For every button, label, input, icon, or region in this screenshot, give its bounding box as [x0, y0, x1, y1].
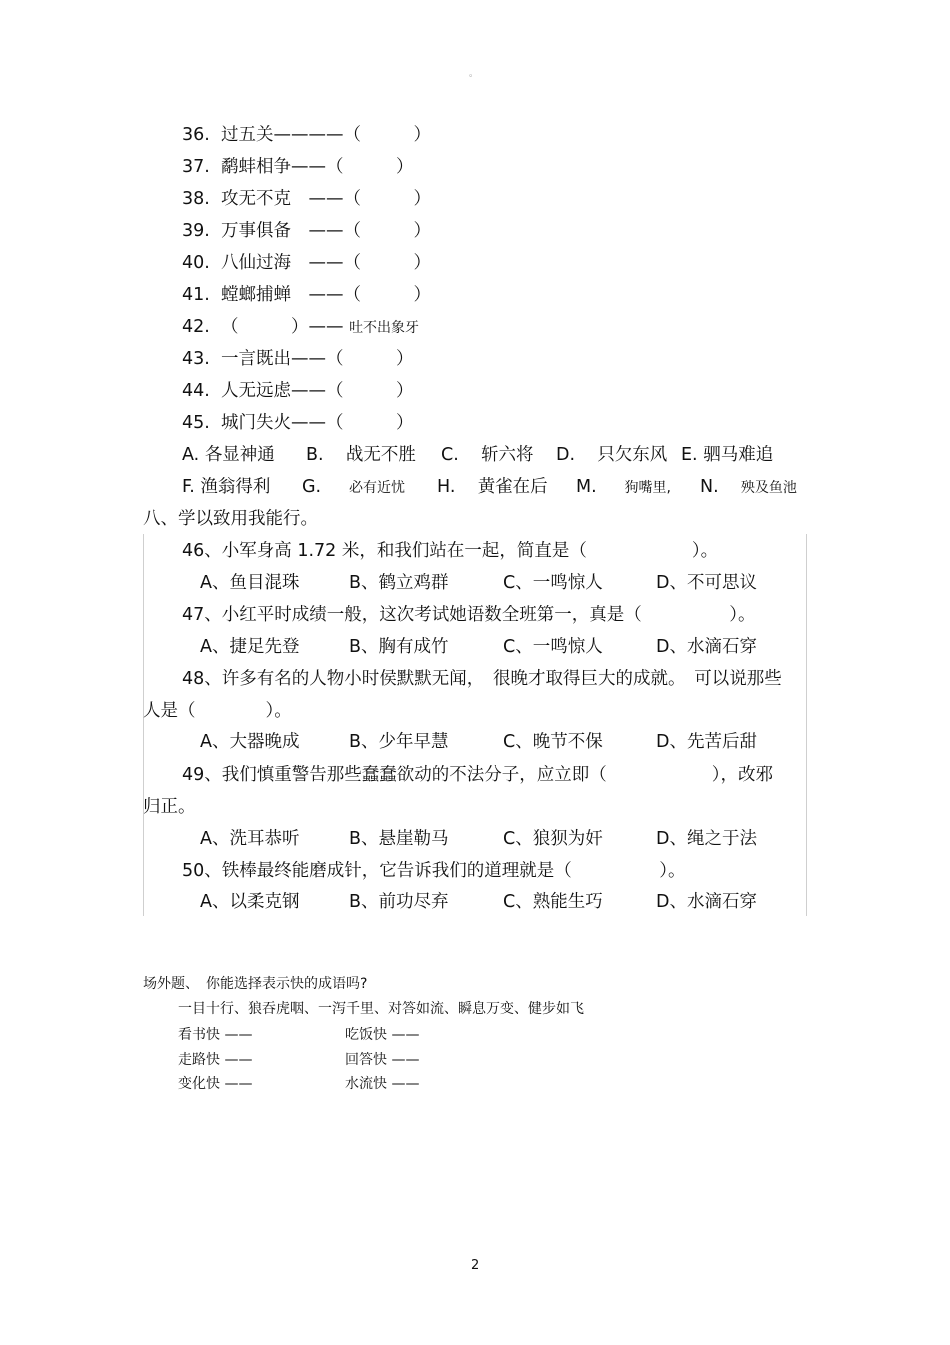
answer-label: A. — [182, 445, 200, 465]
question-text-continued: 归正。 — [143, 797, 196, 817]
answer-label: B. — [306, 445, 324, 465]
answer-label: E. — [681, 445, 698, 465]
answer-text: 斩六将 — [481, 445, 534, 465]
idiom-item — [182, 284, 431, 306]
option-d: D、绳之于法 — [656, 829, 757, 849]
answer-option — [437, 476, 548, 498]
option-b: B、少年早慧 — [349, 732, 449, 752]
item-text: 螳螂捕蝉 ——（ ） — [220, 285, 431, 305]
answer-option — [556, 444, 667, 466]
answer-label: M. — [576, 477, 597, 497]
answer-option — [681, 444, 773, 466]
idiom-item — [182, 188, 431, 210]
option-b: B、悬崖勒马 — [349, 829, 449, 849]
answer-option — [182, 444, 275, 466]
option-b: B、胸有成竹 — [349, 637, 449, 657]
option-b: B、鹤立鸡群 — [349, 573, 449, 593]
extra-prompt: 走路快 —— — [178, 1052, 253, 1068]
answer-text: 狗嘴里, — [624, 480, 671, 496]
answer-option — [576, 476, 671, 499]
question-text: 50、铁棒最终能磨成针，它告诉我们的道理就是（ ）。 — [182, 861, 686, 881]
answer-text: 战无不胜 — [345, 445, 416, 465]
item-number: 42. — [182, 317, 210, 337]
box-left-border — [143, 534, 144, 916]
answer-text: 各显神通 — [204, 445, 275, 465]
item-number: 36. — [182, 125, 210, 145]
item-number: 44. — [182, 381, 210, 401]
idiom-item — [182, 156, 413, 178]
answer-option — [700, 476, 797, 499]
item-number: 40. — [182, 253, 210, 273]
idiom-item — [182, 380, 413, 402]
answer-label: F. — [182, 477, 195, 497]
idiom-item — [182, 252, 431, 274]
item-number: 41. — [182, 285, 210, 305]
extra-prompt: 回答快 —— — [345, 1052, 420, 1068]
answer-label: N. — [700, 477, 719, 497]
option-c: C、晚节不保 — [503, 732, 603, 752]
answer-text: 黄雀在后 — [477, 477, 548, 497]
answer-label: D. — [556, 445, 576, 465]
item-number: 37. — [182, 157, 210, 177]
option-d: D、不可思议 — [656, 573, 757, 593]
idiom-item — [182, 124, 431, 146]
item-number: 43. — [182, 349, 210, 369]
item-text: 人无远虑——（ ） — [220, 381, 414, 401]
option-c: C、一鸣惊人 — [503, 573, 603, 593]
extra-title: 场外题、 你能选择表示快的成语吗? — [143, 976, 368, 992]
answer-option — [182, 476, 270, 498]
option-b: B、前功尽弃 — [349, 892, 449, 912]
answer-text: 必有近忧 — [348, 480, 405, 496]
option-d: D、水滴石穿 — [656, 637, 757, 657]
extra-prompt: 看书快 —— — [178, 1027, 253, 1043]
question-text: 47、小红平时成绩一般，这次考试她语数全班第一，真是（ ）。 — [182, 605, 756, 625]
extra-prompt: 水流快 —— — [345, 1076, 420, 1092]
item-text: 过五关————（ ） — [220, 125, 431, 145]
option-d: D、先苦后甜 — [656, 732, 757, 752]
section-title: 八、学以致用我能行。 — [143, 509, 318, 529]
item-text: 城门失火——（ ） — [220, 413, 414, 433]
idiom-item — [182, 348, 413, 370]
option-a: A、大器晚成 — [200, 732, 300, 752]
item-text: （ ）—— — [220, 317, 344, 337]
answer-option — [306, 444, 416, 466]
option-c: C、狼狈为奸 — [503, 829, 603, 849]
answer-label: C. — [441, 445, 459, 465]
question-text: 48、许多有名的人物小时侯默默无闻， 很晚才取得巨大的成就。 可以说那些 — [182, 669, 782, 689]
question-text: 49、我们慎重警告那些蠢蠢欲动的不法分子，应立即（ ），改邪 — [182, 765, 774, 785]
answer-option — [441, 444, 534, 466]
item-text: 鹬蚌相争——（ ） — [220, 157, 414, 177]
extra-prompt: 变化快 —— — [178, 1076, 253, 1092]
item-text: 攻无不克 ——（ ） — [220, 189, 431, 209]
item-small-text: 吐不出象牙 — [349, 320, 420, 336]
item-number: 38. — [182, 189, 210, 209]
box-right-border — [806, 534, 807, 916]
item-number: 39. — [182, 221, 210, 241]
idiom-item — [182, 316, 419, 339]
idiom-item — [182, 220, 431, 242]
option-a: A、洗耳恭听 — [200, 829, 300, 849]
option-a: A、鱼目混珠 — [200, 573, 300, 593]
item-number: 45. — [182, 413, 210, 433]
option-a: A、以柔克钢 — [200, 892, 300, 912]
item-text: 八仙过海 ——（ ） — [220, 253, 431, 273]
answer-label: H. — [437, 477, 456, 497]
answer-option — [302, 476, 405, 499]
answer-text: 驷马难追 — [703, 445, 774, 465]
answer-text: 渔翁得利 — [200, 477, 271, 497]
option-c: C、一鸣惊人 — [503, 637, 603, 657]
answer-text: 只欠东风 — [597, 445, 668, 465]
answer-label: G. — [302, 477, 322, 497]
header-mark: 。 — [469, 69, 479, 79]
option-c: C、熟能生巧 — [503, 892, 603, 912]
item-text: 一言既出——（ ） — [220, 349, 414, 369]
item-text: 万事俱备 ——（ ） — [220, 221, 431, 241]
question-text: 46、小军身高 1.72 米，和我们站在一起，简直是（ ）。 — [182, 541, 719, 561]
extra-word-list: 一目十行、狼吞虎咽、一泻千里、对答如流、瞬息万变、健步如飞 — [178, 1001, 584, 1017]
answer-text: 殃及鱼池 — [740, 480, 797, 496]
option-d: D、水滴石穿 — [656, 892, 757, 912]
question-text-continued: 人是（ ）。 — [143, 701, 292, 721]
page-number: 2 — [471, 1258, 480, 1273]
extra-prompt: 吃饭快 —— — [345, 1027, 420, 1043]
idiom-item — [182, 412, 413, 434]
option-a: A、捷足先登 — [200, 637, 300, 657]
